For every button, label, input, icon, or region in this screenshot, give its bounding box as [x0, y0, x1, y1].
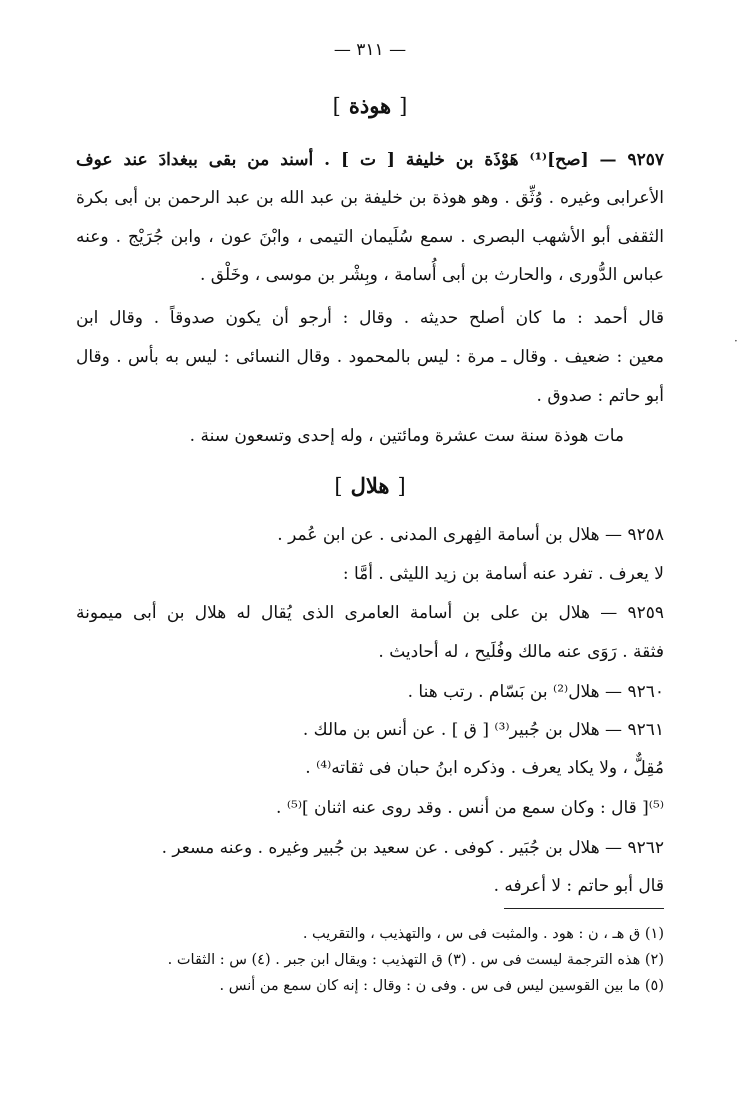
section-heading-hilal [0, 474, 740, 500]
entry-9257-line-2: الأعرابى وغيره . وُثِّق . وهو هوذة بن خليفة بن عبد الله بن عبد الرحمن بن أبى بكرة [76, 188, 664, 208]
footnote-3: (٥) ما بين القوسين ليس فى س . وفى ن : وقال : إنه كان سمع من أنس . [219, 978, 664, 994]
entry-9262-line-1: ٩٢٦٢ — هلال بن جُبَير . كوفى . عن سعيد بن جُبير وغيره . وعنه مسعر . [161, 838, 664, 858]
footnote-2: (٢) هذه الترجمة ليست فى س . (٣) ق التهذيب : ويقال ابن جبر . (٤) س : الثقات . [167, 952, 664, 968]
entry-9259-line-1: ٩٢٥٩ — هلال بن على بن أسامة العامرى الذى يُقال له هلال بن أبى ميمونة [76, 603, 664, 623]
entry-9258-line-1: ٩٢٥٨ — هلال بن أسامة الفِهرى المدنى . عن ابن عُمر . [277, 525, 664, 545]
entry-9260: ٩٢٦٠ — هلال⁽²⁾ بن بَسّام . رتب هنا . [407, 682, 664, 702]
section-heading-label: [ هلال ] [324, 474, 415, 498]
entry-9257-line-6: معين : ضعيف . وقال ـ مرة : ليس بالمحمود . وقال النسائى : ليس به بأس . وقال [76, 347, 664, 367]
entry-9262-line-2: قال أبو حاتم : لا أعرفه . [493, 876, 664, 896]
footnote-1: (١) ق هـ ، ن : هود . والمثبت فى س ، والتهذيب ، والتقريب . [302, 926, 664, 942]
entry-9257-line-4: عباس الدُّورى ، والحارث بن أبى أُسامة ، وبِشْر بن موسى ، وخَلْق . [200, 265, 664, 285]
page-number: — ٣١١ — [333, 40, 407, 60]
section-heading-label: [ هوذة ] [323, 94, 418, 118]
entry-9257-line-5: قال أحمد : ما كان أصلح حديثه . وقال : أرجو أن يكون صدوقاً . وقال ابن [76, 308, 664, 328]
scan-mark: · [734, 334, 738, 348]
entry-9257-line-1: ٩٢٥٧ — [صح]⁽¹⁾ هَوْذَة بن خليفة [ ت ] . أسند من بقى ببغدادَ عند عوف [76, 150, 664, 170]
entry-9257-line-7: أبو حاتم : صدوق . [536, 386, 664, 406]
entry-9257-line-8: مات هوذة سنة ست عشرة ومائتين ، وله إحدى وتسعون سنة . [189, 426, 624, 446]
entry-9257-line-3: الثقفى أبو الأشهب البصرى . سمع سُلَيمان التيمى ، وابْنَ عون ، وابن جُرَيْج . وعنه [76, 227, 664, 247]
entry-9258-line-2: لا يعرف . تفرد عنه أسامة بن زيد الليثى . أمَّا : [342, 564, 664, 584]
entry-9261-line-2: مُقِلٌّ ، ولا يكاد يعرف . وذكره ابنُ حبان فى ثقاته⁽⁴⁾ . [305, 758, 664, 778]
section-heading-hawdha [0, 94, 740, 120]
entry-9261-line-1: ٩٢٦١ — هلال بن جُبير⁽³⁾ [ ق ] . عن أنس بن مالك . [302, 720, 664, 740]
entry-9261-line-3: ⁽⁵⁾[ قال : وكان سمع من أنس . وقد روى عنه اثنان ]⁽⁵⁾ . [276, 798, 664, 818]
entry-9259-line-2: فثقة . رَوَى عنه مالك وفُلَيح ، له أحاديث . [378, 642, 664, 662]
footnote-separator [504, 908, 664, 909]
